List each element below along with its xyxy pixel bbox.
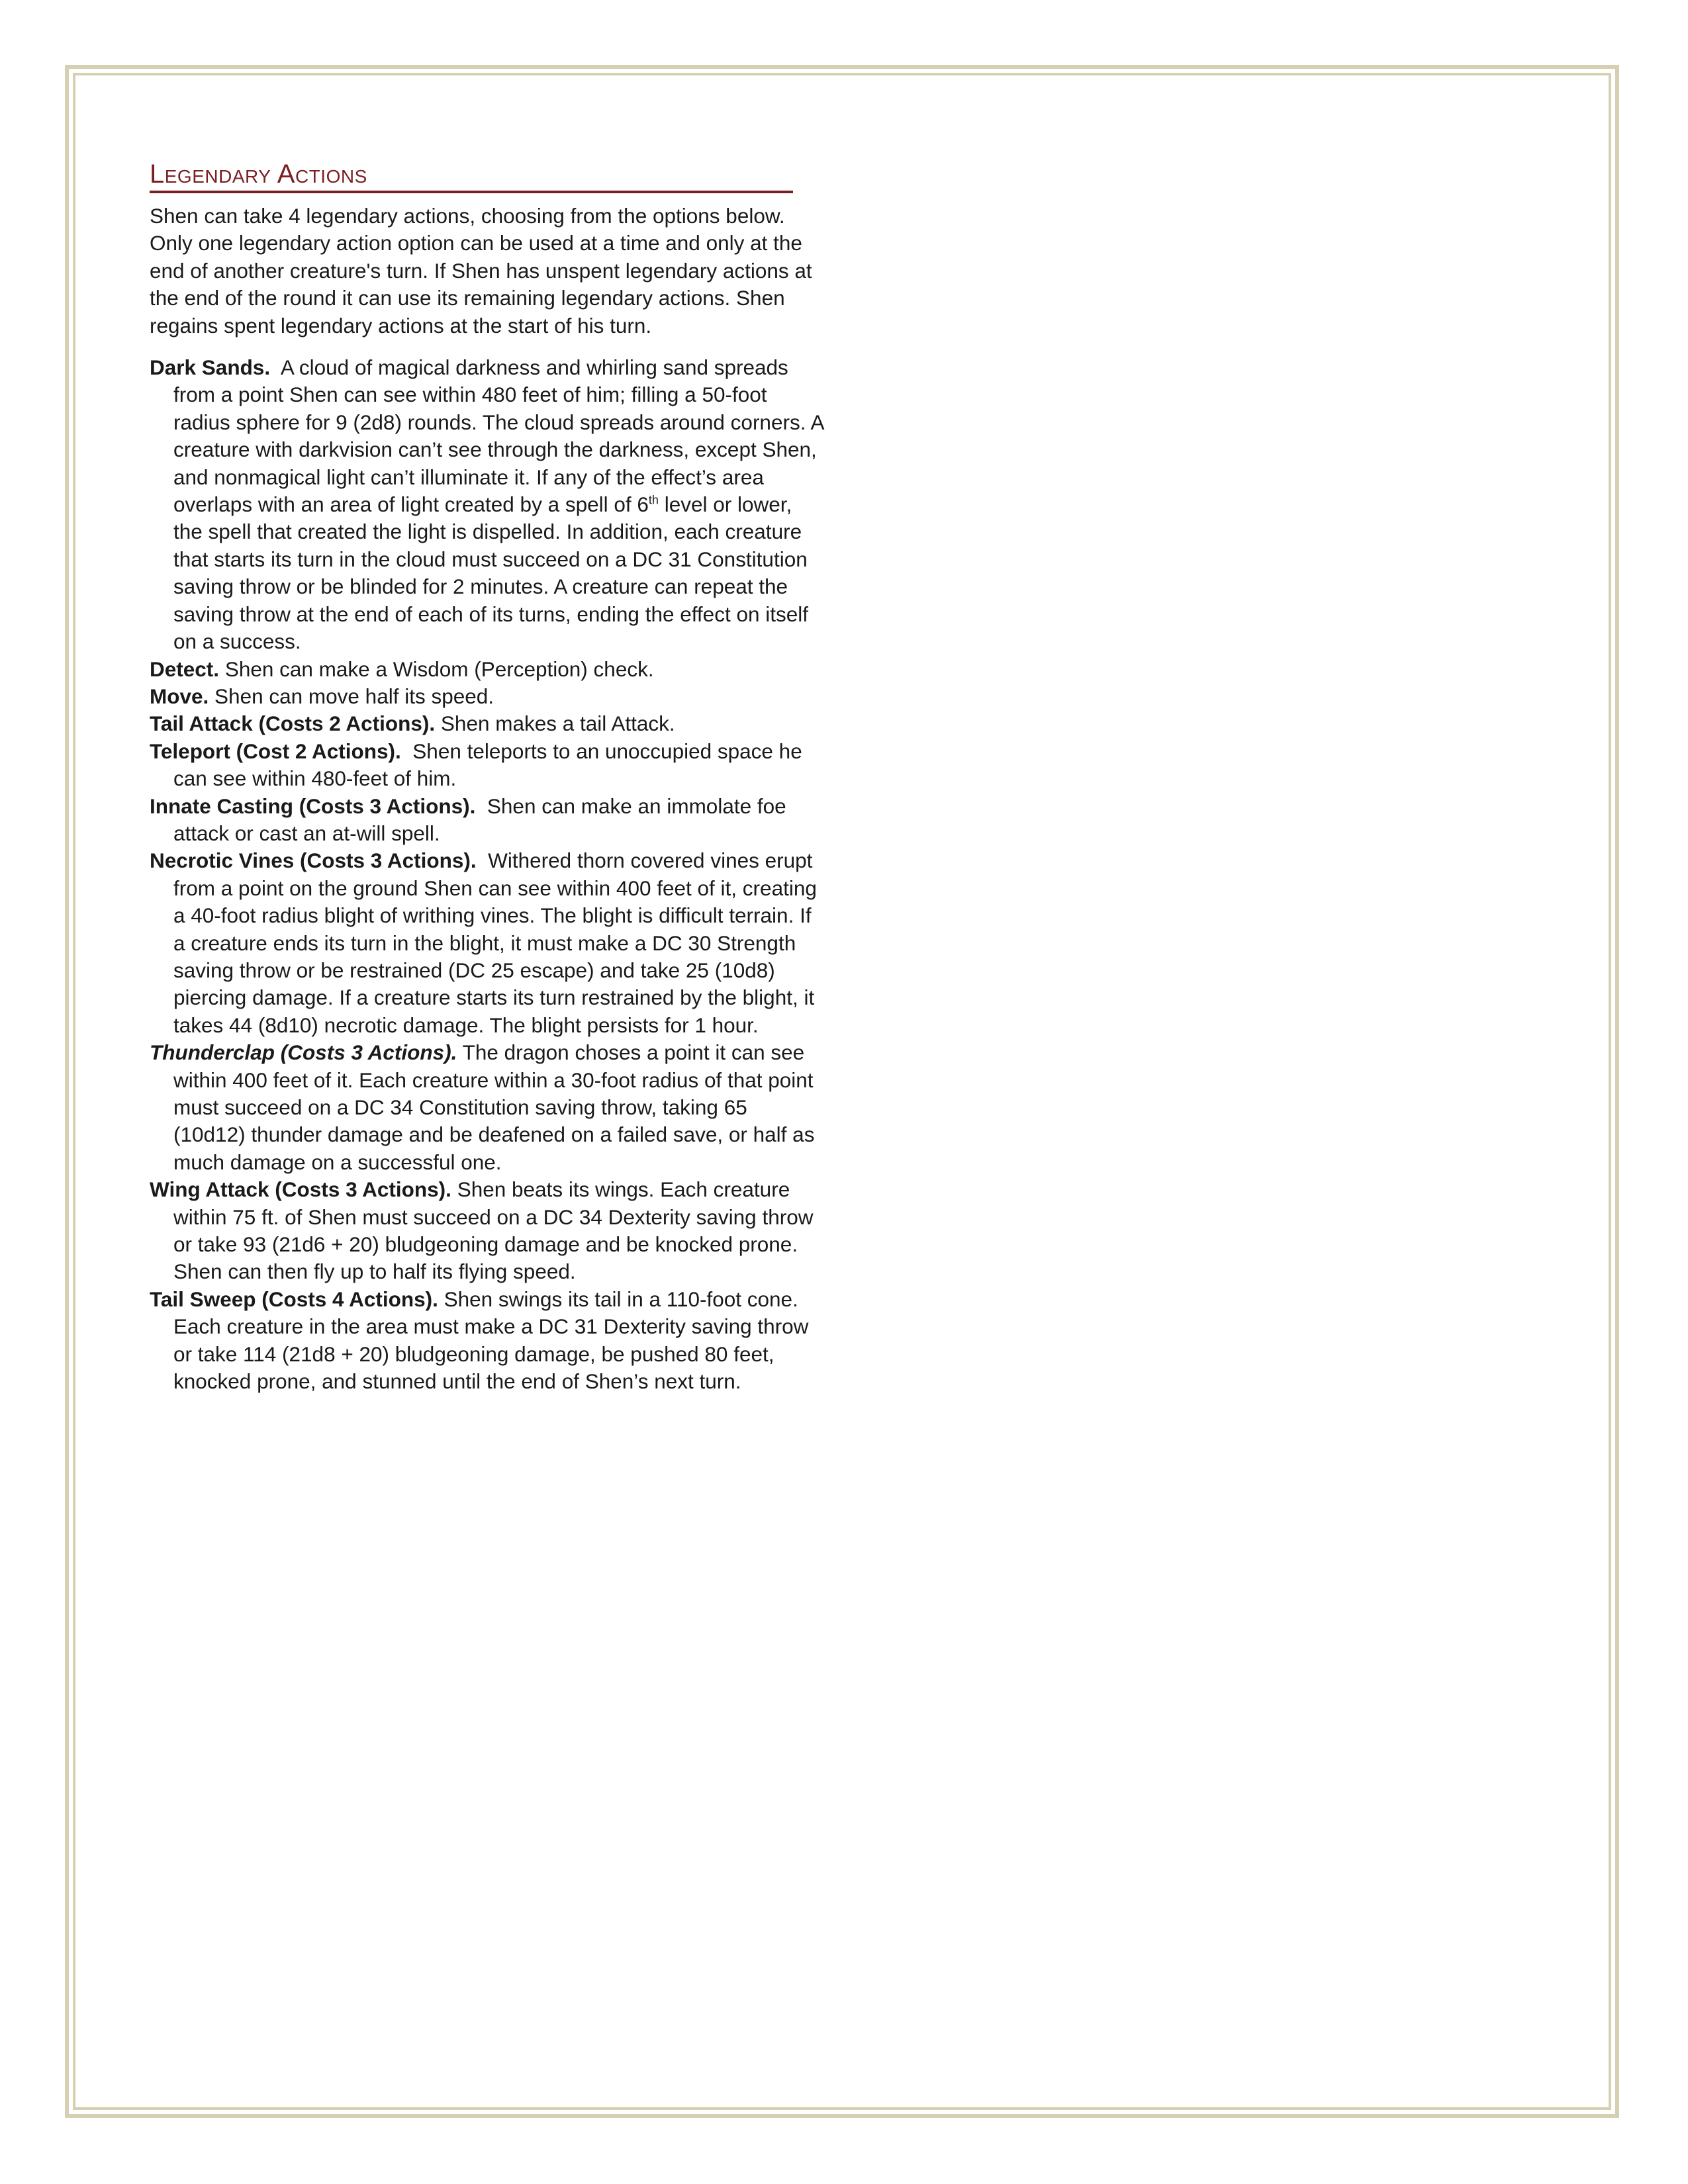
action-necrotic-vines: [150, 847, 825, 1039]
action-text: Shen can move half its speed.: [214, 684, 494, 708]
action-text: Shen beats its wings. Each creature within 75 ft. of Shen must succeed on a DC 34 Dexterity saving throw or take 93 (21d6 + 20) bludgeoning damage and be knocked prone. Shen can then fly up to half its flying speed.: [173, 1177, 814, 1284]
action-text: The dragon choses a point it can see within 400 feet of it. Each creature within a 30-foot radius of that point must succeed on a DC 34 Constitution saving throw, taking 65 (10d12) thunder damage and be deafened on a failed save, or half as much damage on a successful one.: [173, 1040, 815, 1174]
action-name: Move.: [150, 684, 209, 708]
ordinal-suffix: th: [648, 493, 659, 507]
action-text: Shen swings its tail in a 110-foot cone. Each creature in the area must make a DC 31 Dexterity saving throw or take 114 (21d8 + 20) bludgeoning damage, be pushed 80 feet, knocked prone, and stunned until the end of Shen’s next turn.: [173, 1287, 809, 1394]
action-name: Wing Attack (Costs 3 Actions).: [150, 1177, 451, 1202]
intro-paragraph: Shen can take 4 legendary actions, choosing from the options below. Only one legendary action option can be used at a time and only at the end of another creature's turn. If Shen has unspent legendary actions at the end of the round it can use its remaining legendary actions. Shen regains spent legendary actions at the start of his turn.: [150, 204, 812, 338]
action-detect: [150, 656, 825, 683]
action-tail-sweep: [150, 1286, 825, 1396]
action-text: A cloud of magical darkness and whirling sand spreads from a point Shen can see within 480 feet of him; filling a 50-foot radius sphere for 9 (2d8) rounds. The cloud spreads around corners. A creature with darkvision can’t see through the darkness, except Shen, and nonmagical light can’t illuminate it. If any of the effect’s area overlaps with an area of light created by a spell of 6: [173, 355, 823, 517]
action-name: Detect.: [150, 657, 220, 681]
action-innate-casting: [150, 793, 825, 848]
action-wing-attack: [150, 1176, 825, 1286]
action-name: Tail Sweep (Costs 4 Actions).: [150, 1287, 438, 1311]
section-heading: Legendary Actions: [150, 158, 793, 193]
action-name: Dark Sands.: [150, 355, 271, 380]
action-name: Teleport (Cost 2 Actions).: [150, 739, 401, 763]
action-teleport: [150, 738, 825, 793]
action-name: Necrotic Vines (Costs 3 Actions).: [150, 848, 477, 873]
action-text: Shen makes a tail Attack.: [440, 711, 675, 736]
content-column: [150, 158, 825, 1395]
action-move: [150, 683, 825, 710]
action-text: Shen can make a Wisdom (Perception) check.: [224, 657, 654, 681]
action-thunderclap: [150, 1039, 825, 1176]
action-name: Tail Attack (Costs 2 Actions).: [150, 711, 436, 736]
action-text: Shen can make an immolate foe attack or cast an at-will spell.: [173, 794, 786, 845]
action-text: Withered thorn covered vines erupt from a point on the ground Shen can see within 400 feet of it, creating a 40-foot radius blight of writhing vines. The blight is difficult terrain. If a creature ends its turn in the blight, it must make a DC 30 Strength saving throw or be restrained (DC 25 escape) and take 25 (10d8) piercing damage. If a creature starts its turn restrained by the blight, it takes 44 (8d10) necrotic damage. The blight persists for 1 hour.: [173, 848, 817, 1037]
action-text: Shen teleports to an unoccupied space he can see within 480-feet of him.: [173, 739, 802, 791]
action-name: Thunderclap (Costs 3 Actions).: [150, 1040, 457, 1065]
action-tail-attack: [150, 710, 825, 737]
action-dark-sands: [150, 354, 825, 655]
action-name: Innate Casting (Costs 3 Actions).: [150, 794, 476, 818]
action-text-continued: level or lower, the spell that created the light is dispelled. In addition, each creature that starts its turn in the cloud must succeed on a DC 31 Constitution saving throw or be blinded for 2 minutes. A creature can repeat the saving throw at the end of each of its turns, ending the effect on itself on a success.: [173, 492, 809, 654]
